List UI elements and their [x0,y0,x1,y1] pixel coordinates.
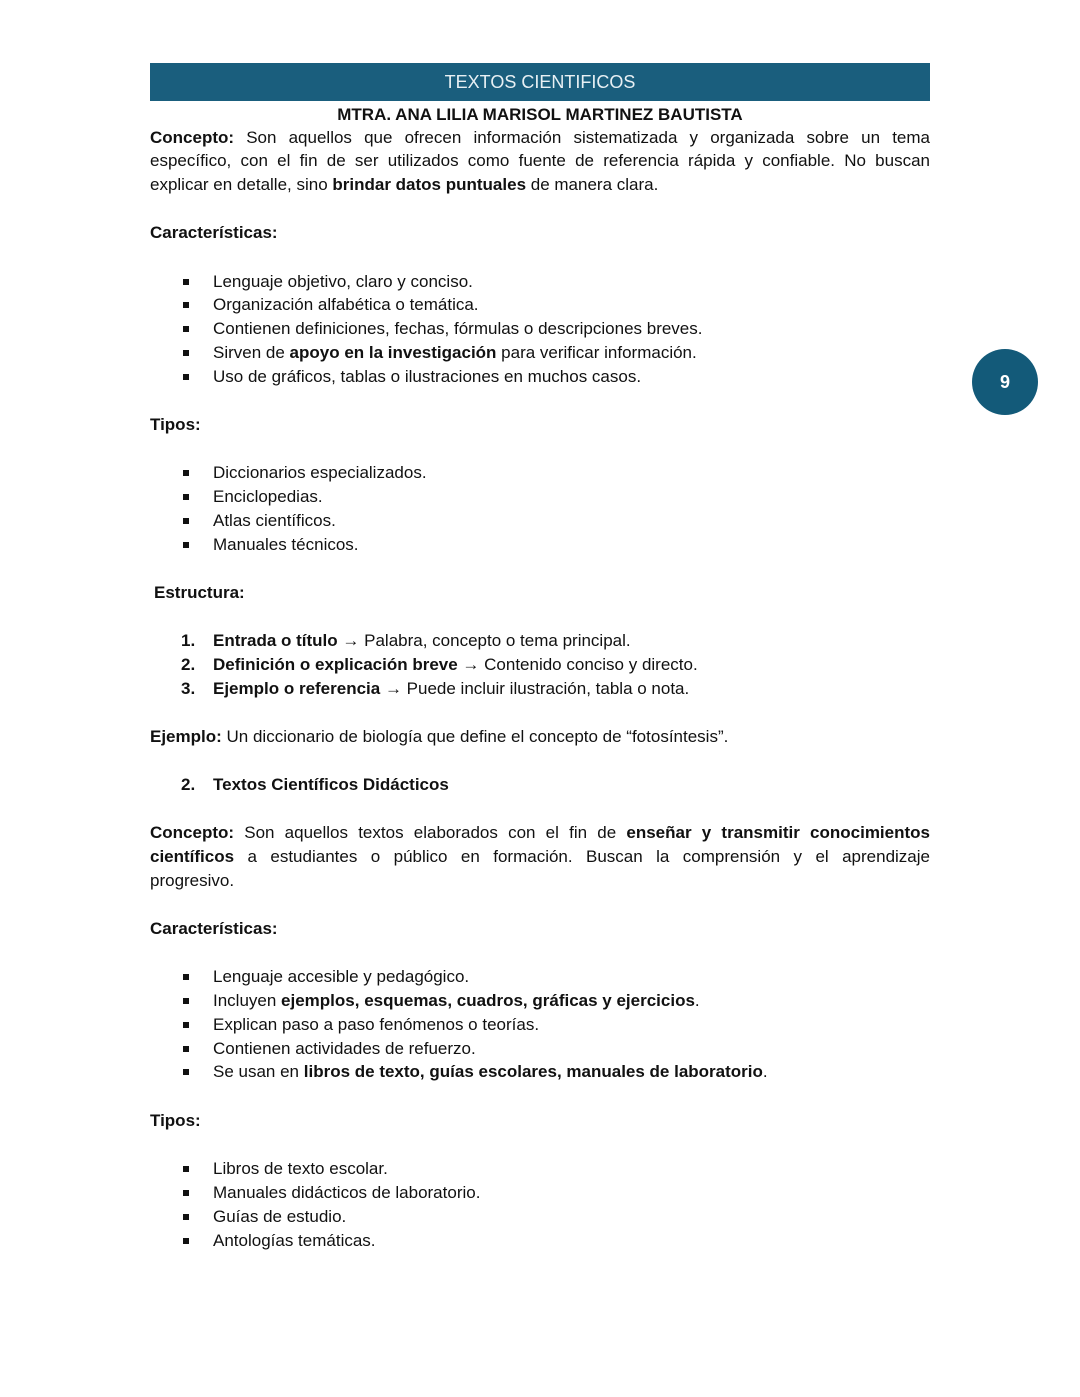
text: a estudiantes o público en formación. Buscan la comprensión y el aprendizaje [234,847,930,866]
text: Se usan en [213,1062,304,1081]
bold-text: Ejemplo o referencia [213,679,381,698]
text: Incluyen [213,991,282,1010]
page-number-badge: 9 [972,349,1038,415]
text-line [150,126,930,150]
text: Sirven de [213,343,290,362]
list-item [213,1157,388,1181]
bold-text: Estructura: [154,583,245,602]
text: . [694,991,700,1010]
list-item [213,293,479,317]
bullet-icon [183,1069,189,1075]
list-item [213,533,359,557]
list-item [213,341,697,365]
text: de manera clara. [526,175,659,194]
bold-text: libros de texto, guías escolares, manuales de laboratorio [303,1062,763,1081]
list-item [213,461,427,485]
text: Explican paso a paso fenómenos o teorías. [213,1015,540,1034]
text: Enciclopedias. [213,487,323,506]
text-line [150,845,930,869]
bold-text: Concepto: [150,128,235,147]
text-line [150,1109,201,1133]
bullet-icon [183,279,189,285]
list-item [213,1229,376,1253]
text: Lenguaje objetivo, claro y conciso. [213,272,473,291]
text: → Contenido conciso y directo. [457,655,698,674]
text: para verificar información. [496,343,697,362]
text-line [150,221,278,245]
bold-text: Ejemplo: [150,727,222,746]
list-item [213,270,473,294]
bold-text: Entrada o título [213,631,338,650]
text: explicar en detalle, sino [150,175,333,194]
text: Manuales didácticos de laboratorio. [213,1183,481,1202]
bullet-icon [183,1046,189,1052]
numbered-item [213,677,689,701]
text: Son aquellos textos elaborados con el fin de [234,823,627,842]
bullet-icon [183,470,189,476]
text: progresivo. [150,871,235,890]
bullet-icon [183,1022,189,1028]
text-line [150,725,728,749]
bullet-icon [183,1166,189,1172]
numbered-item [213,773,449,797]
bold-text: Definición o explicación breve [213,655,458,674]
bold-text: apoyo en la investigación [289,343,497,362]
header-title-bar: TEXTOS CIENTIFICOS [150,63,930,101]
text-line [150,917,278,941]
numbered-item [213,653,698,677]
bullet-icon [183,374,189,380]
list-number: 2. [181,775,196,794]
bullet-icon [183,326,189,332]
bold-text: Concepto: [150,823,235,842]
list-item [213,965,469,989]
bold-text: Textos Científicos Didácticos [213,775,449,794]
bold-text: enseñar y transmitir conocimientos [626,823,930,842]
text: Manuales técnicos. [213,535,359,554]
bullet-icon [183,974,189,980]
text-line [150,869,234,893]
text: Uso de gráficos, tablas o ilustraciones en muchos casos. [213,367,642,386]
bullet-icon [183,494,189,500]
author-name: MTRA. ANA LILIA MARISOL MARTINEZ BAUTISTA [337,105,743,124]
list-number: 1. [181,631,196,650]
list-item [213,1205,346,1229]
numbered-item [213,629,631,653]
text: Son aquellos que ofrecen información sistematizada y organizada sobre un tema [234,128,930,147]
text-line [150,173,658,197]
bullet-icon [183,998,189,1004]
bullet-icon [183,1190,189,1196]
list-item [213,989,700,1013]
text: → Palabra, concepto o tema principal. [337,631,631,650]
bold-text: Características: [150,919,278,938]
bullet-icon [183,518,189,524]
text: Un diccionario de biología que define el concepto de “fotosíntesis”. [221,727,729,746]
bullet-icon [183,542,189,548]
text-line [154,581,245,605]
list-item [213,485,323,509]
bold-text: Tipos: [150,415,201,434]
list-item [213,365,641,389]
bold-text: ejemplos, esquemas, cuadros, gráficas y ejercicios [281,991,695,1010]
bold-text: científicos [150,847,235,866]
text: Antologías temáticas. [213,1231,376,1250]
list-number: 3. [181,679,196,698]
text-line [150,413,201,437]
text: Lenguaje accesible y pedagógico. [213,967,470,986]
text-line [150,821,930,845]
text-line [150,149,930,173]
text: Guías de estudio. [213,1207,347,1226]
bold-text: Tipos: [150,1111,201,1130]
list-item [213,1037,476,1061]
text: Contienen actividades de refuerzo. [213,1039,476,1058]
list-item [213,1013,539,1037]
list-item [213,317,703,341]
bullet-icon [183,1214,189,1220]
text: Organización alfabética o temática. [213,295,479,314]
text: . [762,1062,768,1081]
bold-text: Características: [150,223,278,242]
bullet-icon [183,302,189,308]
text: Libros de texto escolar. [213,1159,388,1178]
list-number: 2. [181,655,196,674]
bold-text: brindar datos puntuales [332,175,527,194]
bullet-icon [183,1238,189,1244]
text: Diccionarios especializados. [213,463,427,482]
text: Atlas científicos. [213,511,336,530]
text: Contienen definiciones, fechas, fórmulas o descripciones breves. [213,319,703,338]
list-item [213,1060,768,1084]
list-item [213,1181,480,1205]
bullet-icon [183,350,189,356]
text: específico, con el fin de ser utilizados como fuente de referencia rápida y confiable. No buscan [150,151,930,170]
list-item [213,509,336,533]
text: → Puede incluir ilustración, tabla o nota. [380,679,690,698]
